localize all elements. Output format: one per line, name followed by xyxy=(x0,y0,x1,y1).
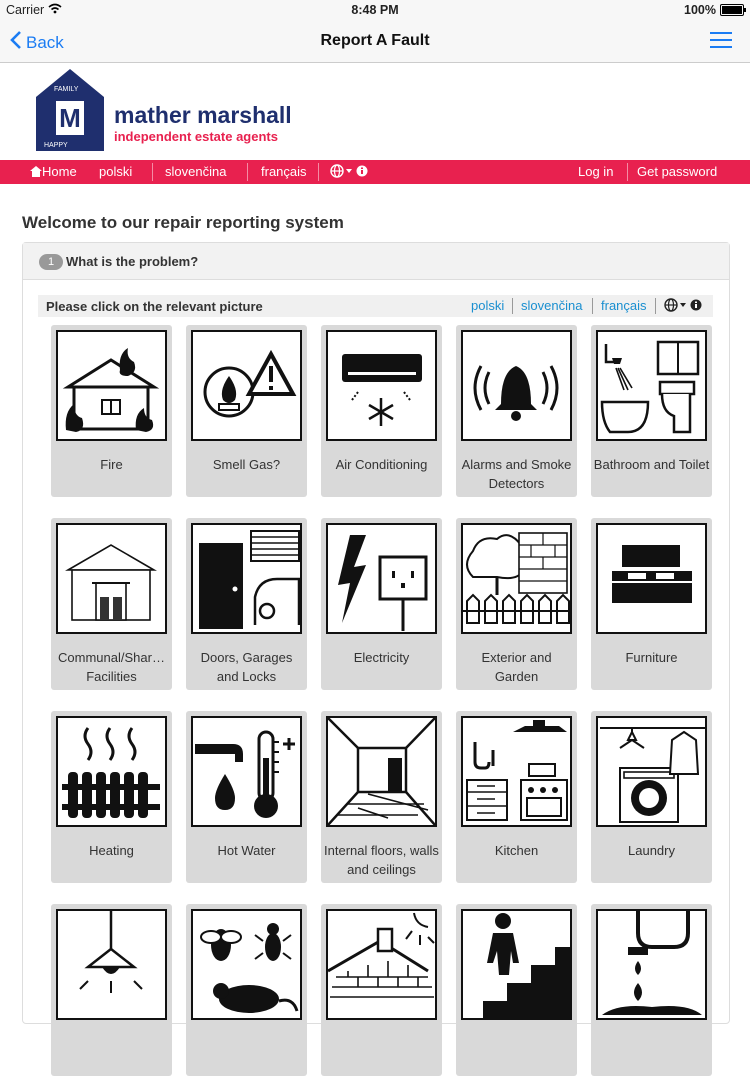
radiator-icon xyxy=(56,716,167,827)
get-password-link[interactable]: Get password xyxy=(637,164,718,179)
category-label: Heating xyxy=(89,843,134,858)
roof-icon xyxy=(326,909,437,1020)
category-label: Electricity xyxy=(353,650,410,665)
category-label: Fire xyxy=(100,457,123,472)
category-tile[interactable] xyxy=(51,711,172,883)
room-icon xyxy=(326,716,437,827)
gas-icon xyxy=(191,330,302,441)
svg-text:HAPPY: HAPPY xyxy=(44,142,68,149)
category-label: Alarms and Smoke Detectors xyxy=(461,457,572,491)
lang-polski-link[interactable]: polski xyxy=(99,164,133,179)
home-label: Home xyxy=(42,164,77,179)
leak-icon xyxy=(596,909,707,1020)
category-tile[interactable] xyxy=(51,904,172,1076)
divider xyxy=(592,298,593,314)
bed-icon xyxy=(596,523,707,634)
page-title: Report A Fault xyxy=(320,32,430,49)
category-tile[interactable] xyxy=(321,904,442,1076)
battery-icon xyxy=(720,4,744,16)
category-tile[interactable] xyxy=(186,518,307,690)
svg-text:FAMILY: FAMILY xyxy=(54,86,79,93)
category-label: Air Conditioning xyxy=(335,457,428,472)
lang-polski-link[interactable]: polski xyxy=(471,298,505,313)
instruction-text: Please click on the relevant picture xyxy=(46,299,263,314)
panel-header xyxy=(23,243,729,280)
alarm-bell-icon xyxy=(461,330,572,441)
stairs-icon xyxy=(461,909,572,1020)
hot-water-icon xyxy=(191,716,302,827)
category-label: Hot Water xyxy=(217,843,276,858)
step-number-badge: 1 xyxy=(39,254,63,270)
lang-francais-link[interactable]: français xyxy=(601,298,647,313)
divider xyxy=(655,298,656,314)
globe-language-icon[interactable] xyxy=(330,164,370,181)
communal-building-icon xyxy=(56,523,167,634)
divider xyxy=(627,163,628,181)
globe-language-icon[interactable] xyxy=(664,298,704,315)
category-label: Laundry xyxy=(628,843,675,858)
category-tile[interactable] xyxy=(591,711,712,883)
clock: 8:48 PM xyxy=(351,3,399,17)
laundry-icon xyxy=(596,716,707,827)
login-link[interactable]: Log in xyxy=(578,164,614,179)
logo-line1: mather marshall xyxy=(114,102,292,128)
category-label: Furniture xyxy=(625,650,678,665)
category-tile[interactable] xyxy=(321,711,442,883)
bathroom-icon xyxy=(596,330,707,441)
category-tile[interactable] xyxy=(456,518,577,690)
category-tile[interactable] xyxy=(456,325,577,497)
back-label: Back xyxy=(26,32,64,52)
electricity-icon xyxy=(326,523,437,634)
divider xyxy=(318,163,319,181)
category-tile[interactable] xyxy=(591,518,712,690)
category-tile[interactable] xyxy=(186,711,307,883)
logo-line2: independent estate agents xyxy=(114,129,278,144)
fire-icon xyxy=(56,330,167,441)
pests-icon xyxy=(191,909,302,1020)
category-tile[interactable] xyxy=(456,904,577,1076)
category-tile[interactable] xyxy=(51,325,172,497)
category-tile[interactable] xyxy=(321,325,442,497)
category-tile[interactable] xyxy=(591,904,712,1076)
category-label: Communal/Shar… Facilities xyxy=(58,650,165,684)
divider xyxy=(152,163,153,181)
svg-text:M: M xyxy=(59,103,81,133)
step-label: What is the problem? xyxy=(66,254,199,269)
kitchen-icon xyxy=(461,716,572,827)
divider xyxy=(512,298,513,314)
category-label: Smell Gas? xyxy=(212,457,281,472)
company-logo xyxy=(34,67,294,153)
category-label: Kitchen xyxy=(494,843,539,858)
status-bar xyxy=(0,0,750,20)
category-tile[interactable] xyxy=(51,518,172,690)
door-garage-icon xyxy=(191,523,302,634)
category-tile[interactable] xyxy=(321,518,442,690)
battery-percent: 100% xyxy=(684,3,716,17)
category-label: Doors, Garages and Locks xyxy=(200,650,293,684)
nav-bar xyxy=(0,20,750,63)
divider xyxy=(247,163,248,181)
top-menu-bar xyxy=(0,160,750,184)
hamburger-menu-icon[interactable] xyxy=(710,32,732,48)
category-tile[interactable] xyxy=(186,325,307,497)
lighting-icon xyxy=(56,909,167,1020)
category-label: Exterior and Garden xyxy=(481,650,552,684)
category-tile[interactable] xyxy=(591,325,712,497)
lang-francais-link[interactable]: français xyxy=(261,164,307,179)
category-tile[interactable] xyxy=(186,904,307,1076)
category-label: Internal floors, walls and ceilings xyxy=(324,843,439,877)
category-label: Bathroom and Toilet xyxy=(593,457,710,472)
carrier-label: Carrier xyxy=(6,3,45,17)
lang-slovencina-link[interactable]: slovenčina xyxy=(165,164,227,179)
home-link[interactable] xyxy=(30,164,77,179)
lang-slovencina-link[interactable]: slovenčina xyxy=(521,298,583,313)
category-tile[interactable] xyxy=(456,711,577,883)
garden-icon xyxy=(461,523,572,634)
welcome-heading: Welcome to our repair reporting system xyxy=(22,213,344,232)
instruction-bar xyxy=(38,295,713,317)
air-conditioning-icon xyxy=(326,330,437,441)
